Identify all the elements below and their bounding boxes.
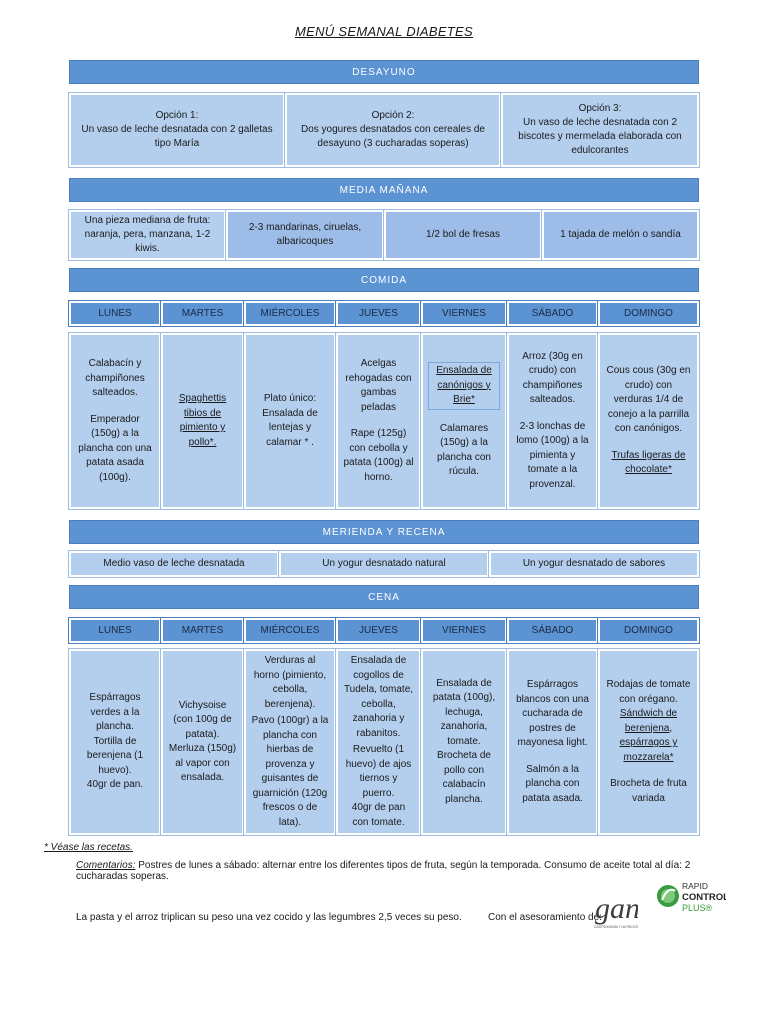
cena-jueves: Ensalada de cogollos de Tudela, tomate, cebolla, zanahoria y rabanitos. Revuelto (1 huevo) de ajos tiernos y puerro. 40gr de pan con tomate. <box>336 649 421 835</box>
recipes-note: * Véase las recetas. <box>44 842 133 853</box>
section-header-merienda: MERIENDA Y RECENA <box>69 520 699 544</box>
day-header-jueves: JUEVES <box>336 301 421 326</box>
day-header-sabado: SÁBADO <box>507 301 598 326</box>
cena-domingo: Rodajas de tomate con orégano. Sándwich de berenjena, espárragos y mozzarela* Brocheta de fruta variada <box>598 649 699 835</box>
recipe-link-ensalada-canonigos[interactable]: Ensalada de canónigos y Brie* <box>428 362 500 410</box>
section-header-comida: COMIDA <box>69 268 699 292</box>
comments-label: Comentarios: <box>76 860 136 871</box>
gan-logo <box>592 886 638 932</box>
day-header-viernes: VIERNES <box>421 618 507 643</box>
day-header-lunes: LUNES <box>69 618 161 643</box>
day-header-miercoles: MIÉRCOLES <box>244 301 336 326</box>
comments-text: Postres de lunes a sábado: alternar entre los diferentes tipos de fruta, según la temporada. Consumo de aceite total al día: 2 cucharadas soperas. <box>76 860 691 882</box>
day-header-miercoles: MIÉRCOLES <box>244 618 336 643</box>
comida-domingo: Cous cous (30g en crudo) con verduras 1/4 de conejo a la parrilla con canónigos. Trufas ligeras de chocolate* <box>598 333 699 509</box>
cena-viernes: Ensalada de patata (100g), lechuga, zanahoria, tomate. Brocheta de pollo con calabacín plancha. <box>421 649 507 835</box>
cena-sabado: Espárragos blancos con una cucharada de postres de mayonesa light. Salmón a la plancha con patata asada. <box>507 649 598 835</box>
recipe-link-sandwich[interactable]: Sándwich de berenjena, espárragos y mozzarela* <box>619 708 678 763</box>
day-header-martes: MARTES <box>161 618 244 643</box>
comments-note <box>76 860 696 882</box>
recipe-link-spaghettis[interactable]: Spaghettis tibios de pimiento y pollo*. <box>178 393 227 448</box>
comida-viernes: Ensalada de canónigos y Brie* Calamares (150g) a la plancha con rúcula. <box>421 333 507 509</box>
media-manana-item: Una pieza mediana de fruta: naranja, pera, manzana, 1-2 kiwis. <box>69 210 226 260</box>
rapid-control-plus-logo-line3: PLUS® <box>682 903 713 913</box>
section-header-cena: CENA <box>69 585 699 609</box>
cena-martes: Vichysoise (con 100g de patata). Merluza (150g) al vapor con ensalada. <box>161 649 244 835</box>
day-header-sabado: SÁBADO <box>507 618 598 643</box>
page-title: MENÚ SEMANAL DIABETES <box>295 24 473 39</box>
comida-sabado: Arroz (30g en crudo) con champiñones salteados. 2-3 lonchas de lomo (100g) a la pimienta y tomate a la provenzal. <box>507 333 598 509</box>
rapid-control-plus-logo-line2: CONTROL <box>682 892 726 903</box>
recipe-link-trufas[interactable]: Trufas ligeras de chocolate* <box>611 449 686 476</box>
desayuno-option-3: Opción 3: Un vaso de leche desnatada con 2 biscotes y mermelada elaborada con edulcorantes <box>501 93 699 167</box>
rapid-control-plus-logo-line1: RAPID <box>682 881 708 891</box>
merienda-item: Un yogur desnatado natural <box>279 551 489 577</box>
day-header-lunes: LUNES <box>69 301 161 326</box>
day-header-domingo: DOMINGO <box>598 301 699 326</box>
advisory-label: Con el asesoramiento de: <box>488 912 602 923</box>
media-manana-item: 1 tajada de melón o sandía <box>542 210 699 260</box>
section-header-media-manana: MEDIA MAÑANA <box>69 178 699 202</box>
cena-miercoles: Verduras al horno (pimiento, cebolla, berenjena). Pavo (100gr) a la plancha con hierbas de provenza y guisantes de guarnición (120g frescos o de lata). <box>244 649 336 835</box>
pasta-note: La pasta y el arroz triplican su peso una vez cocido y las legumbres 2,5 veces su peso. <box>76 912 462 923</box>
merienda-item: Medio vaso de leche desnatada <box>69 551 279 577</box>
section-header-desayuno: DESAYUNO <box>69 60 699 84</box>
media-manana-item: 1/2 bol de fresas <box>384 210 542 260</box>
gan-logo-subtitle: GASTRONOMÍA Y NUTRICIÓN <box>594 925 638 929</box>
day-header-jueves: JUEVES <box>336 618 421 643</box>
comida-miercoles: Plato único: Ensalada de lentejas y calamar * . <box>244 333 336 509</box>
desayuno-option-2: Opción 2: Dos yogures desnatados con cereales de desayuno (3 cucharadas soperas) <box>285 93 501 167</box>
rapid-control-plus-logo <box>656 876 726 922</box>
comida-lunes: Calabacín y champiñones salteados. Emperador (150g) a la plancha con una patata asada (100g). <box>69 333 161 509</box>
cena-lunes: Espárragos verdes a la plancha. Tortilla de berenjena (1 huevo). 40gr de pan. <box>69 649 161 835</box>
desayuno-option-1: Opción 1: Un vaso de leche desnatada con 2 galletas tipo María <box>69 93 285 167</box>
gan-logo-text: gan <box>595 892 638 925</box>
day-header-domingo: DOMINGO <box>598 618 699 643</box>
comida-martes <box>161 333 244 509</box>
day-header-martes: MARTES <box>161 301 244 326</box>
day-header-viernes: VIERNES <box>421 301 507 326</box>
media-manana-item: 2-3 mandarinas, ciruelas, albaricoques <box>226 210 384 260</box>
merienda-item: Un yogur desnatado de sabores <box>489 551 699 577</box>
comida-jueves: Acelgas rehogadas con gambas peladas Rape (125g) con cebolla y patata (100g) al horno. <box>336 333 421 509</box>
